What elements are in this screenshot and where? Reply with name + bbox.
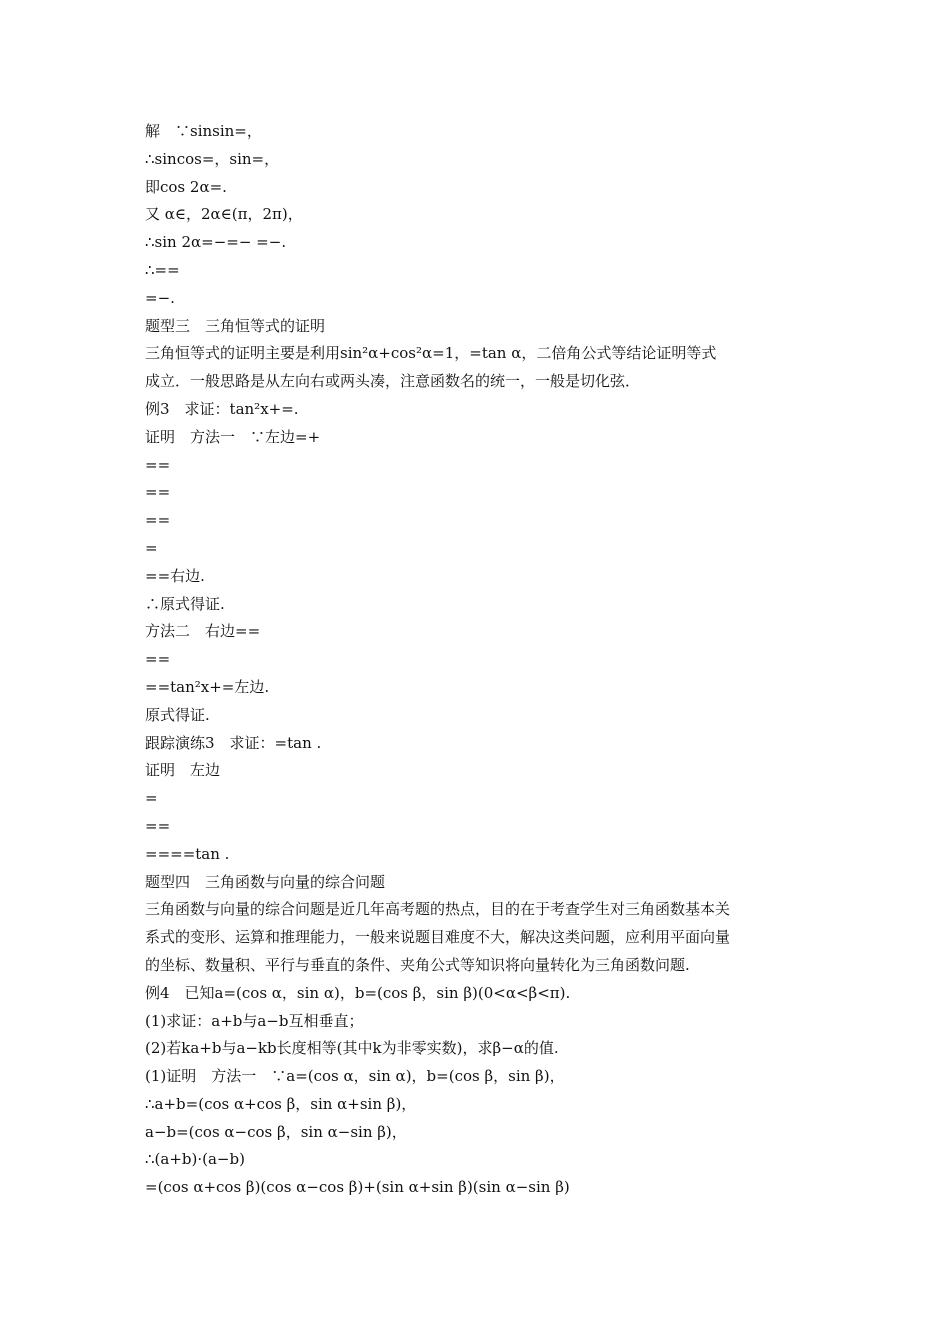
text-line: (1)求证：a+b与a−b互相垂直； xyxy=(145,1011,364,1030)
text-line: =(cos α+cos β)(cos α−cos β)+(sin α+sin β)(sin α−sin β) xyxy=(145,1178,570,1197)
example-heading: 例4 已知a=(cos α，sin α)，b=(cos β，sin β)(0<α<β<π). xyxy=(145,983,571,1002)
text-line: 三角函数与向量的综合问题是近几年高考题的热点，目的在于考查学生对三角函数基本关 xyxy=(145,900,731,919)
text-line: 原式得证. xyxy=(145,705,210,724)
text-line: ∴a+b=(cos α+cos β，sin α+sin β)， xyxy=(145,1094,417,1113)
document-page xyxy=(145,118,825,1202)
text-line: ==右边. xyxy=(145,566,205,585)
text-line: 方法二 右边== xyxy=(145,622,261,641)
text-line: 证明 方法一 ∵左边=+ xyxy=(145,427,321,446)
text-line: ∴sincos=，sin=， xyxy=(145,149,280,168)
text-line: ∴原式得证. xyxy=(145,594,225,613)
text-line: a−b=(cos α−cos β，sin α−sin β)， xyxy=(145,1122,407,1141)
text-line: 证明 左边 xyxy=(145,761,221,780)
exercise-heading: 跟踪演练3 求证：=tan . xyxy=(145,733,322,752)
example-heading: 例3 求证：tan²x+=. xyxy=(145,399,299,418)
section-heading: 题型四 三角函数与向量的综合问题 xyxy=(145,872,386,891)
text-line: == xyxy=(145,816,171,835)
text-line: ==tan²x+=左边. xyxy=(145,677,270,696)
text-line: 三角恒等式的证明主要是利用sin²α+cos²α=1，=tan α，二倍角公式等结论证明等式 xyxy=(145,344,717,363)
text-line: == xyxy=(145,483,171,502)
text-line: 的坐标、数量积、平行与垂直的条件、夹角公式等知识将向量转化为三角函数问题. xyxy=(145,955,690,974)
text-line: = xyxy=(145,789,158,808)
text-line: = xyxy=(145,538,158,557)
text-line: 又 α∈，2α∈(π，2π)， xyxy=(145,205,303,224)
section-heading: 题型三 三角恒等式的证明 xyxy=(145,316,326,335)
text-line: == xyxy=(145,455,171,474)
text-line: ∴(a+b)·(a−b) xyxy=(145,1150,245,1169)
text-line: 解 ∵sinsin=， xyxy=(145,122,262,140)
text-line: (2)若ka+b与a−kb长度相等(其中k为非零实数)，求β−α的值. xyxy=(145,1039,559,1058)
text-line: 即cos 2α=. xyxy=(145,177,227,196)
text-line: ∴== xyxy=(145,260,180,279)
text-line: =−. xyxy=(145,288,175,307)
text-line: ∴sin 2α=−=− =−. xyxy=(145,233,287,252)
text-line: ====tan . xyxy=(145,844,230,863)
text-line: == xyxy=(145,650,171,669)
text-line: == xyxy=(145,511,171,530)
text-line: (1)证明 方法一 ∵a=(cos α，sin α)，b=(cos β，sin β)， xyxy=(145,1067,565,1086)
text-line: 成立．一般思路是从左向右或两头凑，注意函数名的统一，一般是切化弦． xyxy=(145,372,641,391)
text-line: 系式的变形、运算和推理能力，一般来说题目难度不大，解决这类问题，应利用平面向量 xyxy=(145,928,731,947)
